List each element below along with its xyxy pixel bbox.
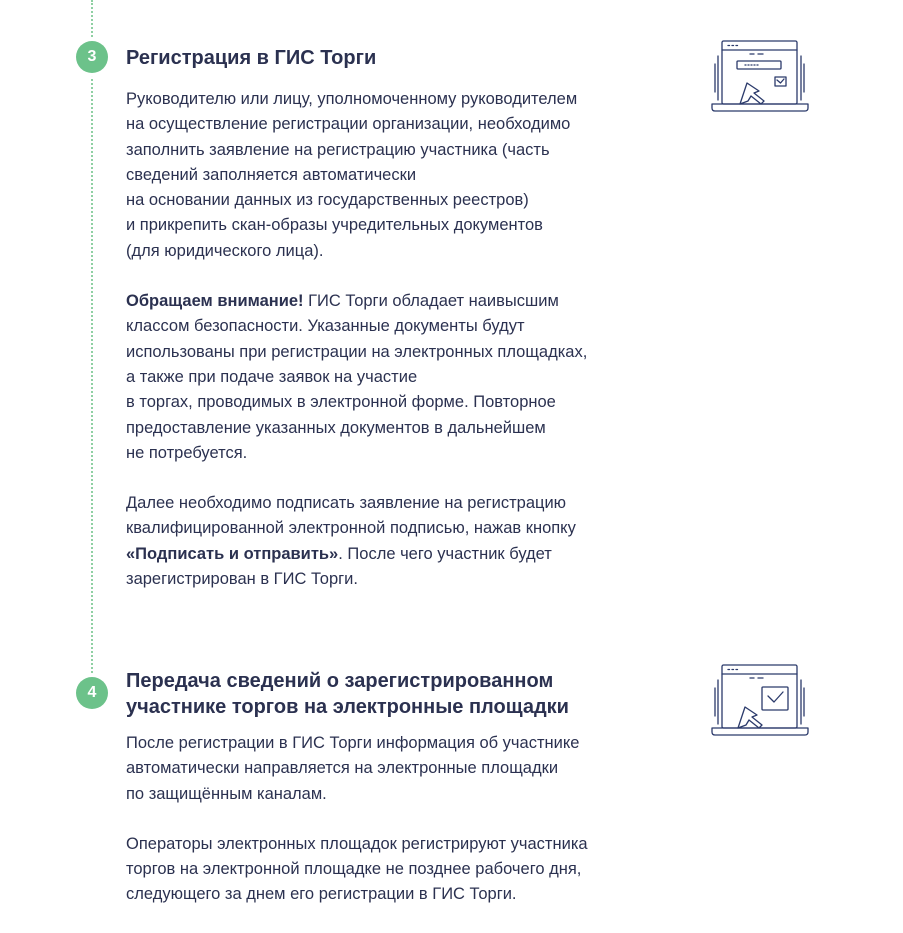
step-title-line: Регистрация в ГИС Торги xyxy=(126,47,377,69)
text-line: по защищённым каналам. xyxy=(126,784,327,803)
text-line xyxy=(126,289,686,314)
text-line xyxy=(126,542,686,567)
text-line: в торгах, проводимых в электронной форме. Повторное xyxy=(126,393,556,412)
attention-paragraph xyxy=(126,289,686,466)
text-line: предоставление указанных документов в дальнейшем xyxy=(126,418,546,437)
text-fragment: ГИС Торги обладает наивысшим xyxy=(303,292,559,311)
step-description xyxy=(126,87,686,617)
text-line: заполнить заявление на регистрацию участника (часть xyxy=(126,140,550,159)
text-line: на осуществление регистрации организации, необходимо xyxy=(126,115,571,134)
text-line: классом безопасности. Указанные документы будут xyxy=(126,317,525,336)
step-paragraph xyxy=(126,731,686,807)
text-line: (для юридического лица). xyxy=(126,241,324,260)
laptop-signed-document-icon xyxy=(710,662,810,740)
text-line: а также при подаче заявок на участие xyxy=(126,367,418,386)
text-line: и прикрепить скан-образы учредительных документов xyxy=(126,216,543,235)
text-line: зарегистрирован в ГИС Торги. xyxy=(126,570,358,589)
text-line: После регистрации в ГИС Торги информация об участнике xyxy=(126,734,580,752)
text-line: Операторы электронных площадок регистрируют участника xyxy=(126,834,588,853)
text-fragment: . После чего участник будет xyxy=(338,544,552,563)
step-number-badge: 3 xyxy=(76,41,108,73)
text-line: следующего за днем его регистрации в ГИС Торги. xyxy=(126,885,517,904)
step-description xyxy=(126,731,686,933)
attention-label: Обращаем внимание! xyxy=(126,292,304,311)
text-line: квалифицированной электронной подписью, нажав кнопку xyxy=(126,519,576,538)
step-paragraph xyxy=(126,87,686,264)
timeline-dotted-line xyxy=(91,0,93,680)
step-title xyxy=(126,45,376,71)
sign-and-send-label: «Подписать и отправить» xyxy=(126,544,339,563)
step-paragraph xyxy=(126,832,686,908)
step-title-line: участнике торгов на электронные площадки xyxy=(126,696,569,718)
step-title xyxy=(126,668,569,720)
text-line: Далее необходимо подписать заявление на регистрацию xyxy=(126,494,567,513)
text-line: сведений заполняется автоматически xyxy=(126,165,417,184)
text-line: автоматически направляется на электронные площадки xyxy=(126,759,559,778)
text-line: торгов на электронной площадке не позднее рабочего дня, xyxy=(126,860,582,879)
step-title-line: Передача сведений о зарегистрированном xyxy=(126,670,554,692)
text-line: не потребуется. xyxy=(126,443,248,462)
text-line: Руководителю или лицу, уполномоченному руководителем xyxy=(126,90,578,108)
step-paragraph xyxy=(126,491,686,592)
laptop-form-icon xyxy=(710,38,810,116)
text-line: на основании данных из государственных реестров) xyxy=(126,191,529,210)
text-line: использованы при регистрации на электронных площадках, xyxy=(126,342,588,361)
step-number-badge: 4 xyxy=(76,677,108,709)
